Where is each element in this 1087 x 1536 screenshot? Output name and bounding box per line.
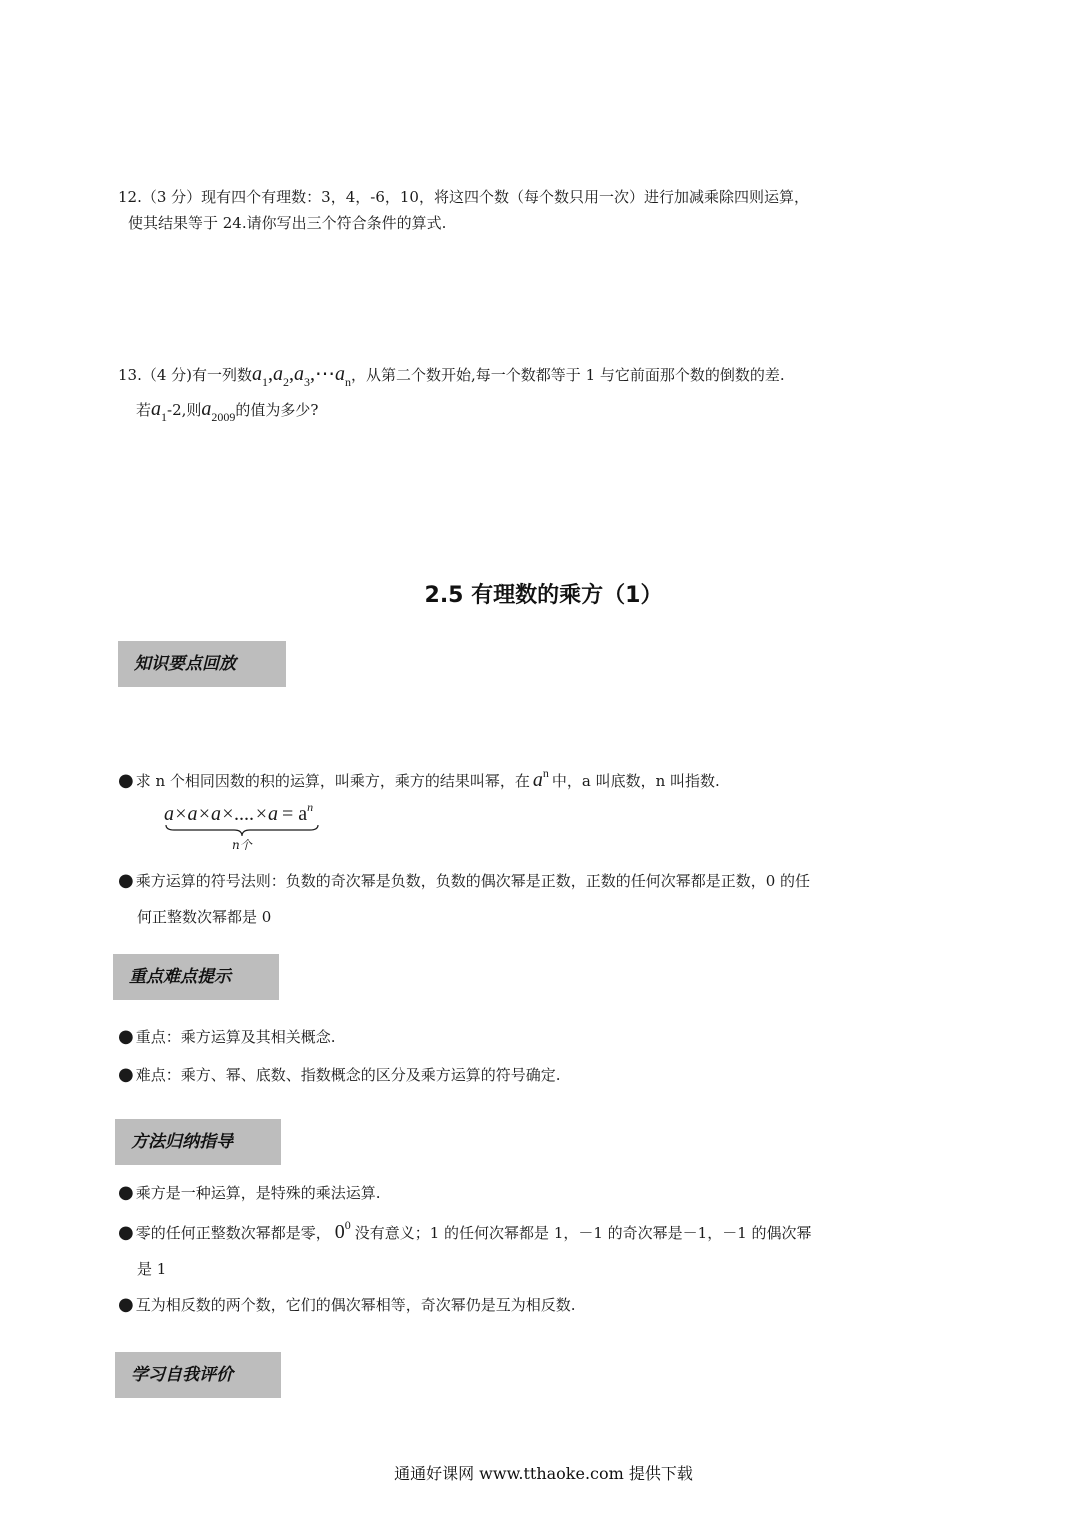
key-points-bullet-2: ● 难点：乘方、幂、底数、指数概念的区分及乘方运算的符号确定. (118, 1064, 561, 1085)
q13-a2009: $a_{2009}$ (201, 398, 236, 424)
q13-a1: $a_1,a_2,a_3,\cdots a_n$ (252, 363, 352, 389)
underbrace-icon (164, 823, 320, 837)
section-header-methods: 方法归纳指导 (115, 1119, 281, 1165)
methods-bullet-3: ● 互为相反数的两个数，它们的偶次幂相等，奇次幂仍是互为相反数. (118, 1294, 576, 1315)
section-title: 2.5 有理数的乘方（1） (424, 583, 663, 608)
knowledge-bullet-1: ● 求 n 个相同因数的积的运算，叫乘方，乘方的结果叫幂，在 $a^n$ 中，a 叫底数，n 叫指数. (118, 766, 720, 791)
formula-product: a×a×a×....×a (164, 803, 278, 825)
q13-a1-ref: $a_1$ (151, 398, 168, 424)
section-header-self-eval: 学习自我评价 (115, 1352, 281, 1398)
section-header-knowledge: 知识要点回放 (118, 641, 286, 687)
section-header-key-points: 重点难点提示 (113, 954, 279, 1000)
knowledge-bullet-2-cont: 何正整数次幂都是 0 (137, 908, 272, 926)
formula-result: = $a^n$ (281, 800, 314, 825)
knowledge-bullet-2: ● 乘方运算的符号法则：负数的奇次幂是负数，负数的偶次幂是正数，正数的任何次幂都是正数，0 的任 (118, 870, 811, 891)
methods-bullet-2-cont: 是 1 (137, 1260, 167, 1278)
q12-line1: 12.（3 分）现有四个有理数：3，4，-6，10，将这四个数（每个数只用一次）进行加减乘除四则运算， (118, 188, 809, 206)
methods-bullet-1: ● 乘方是一种运算，是特殊的乘法运算. (118, 1182, 381, 1203)
methods-bullet-2: ● 零的任何正整数次幂都是零， $0^0$ 没有意义；1 的任何次幂都是 1，－1 的奇次幂是－1，－1 的偶次幂 (118, 1218, 812, 1243)
underbrace-label: n个 (232, 838, 252, 852)
q12-line2: 使其结果等于 24.请你写出三个符合条件的算式. (128, 214, 447, 232)
q13-line1 (118, 361, 785, 390)
bullet-icon: ● (118, 770, 134, 791)
q13-rest: ，从第二个数开始,每一个数都等于 1 与它前面那个数的倒数的差. (351, 366, 785, 384)
q13-line2: 若$a_1-2$,则$a_{2009}$的值为多少? (136, 398, 319, 424)
key-points-bullet-1: ● 重点：乘方运算及其相关概念. (118, 1026, 336, 1047)
page-footer: 通通好课网 www.tthaoke.com 提供下载 (394, 1464, 693, 1483)
q13-prefix: 13.（4 分)有一列数 (118, 366, 253, 384)
